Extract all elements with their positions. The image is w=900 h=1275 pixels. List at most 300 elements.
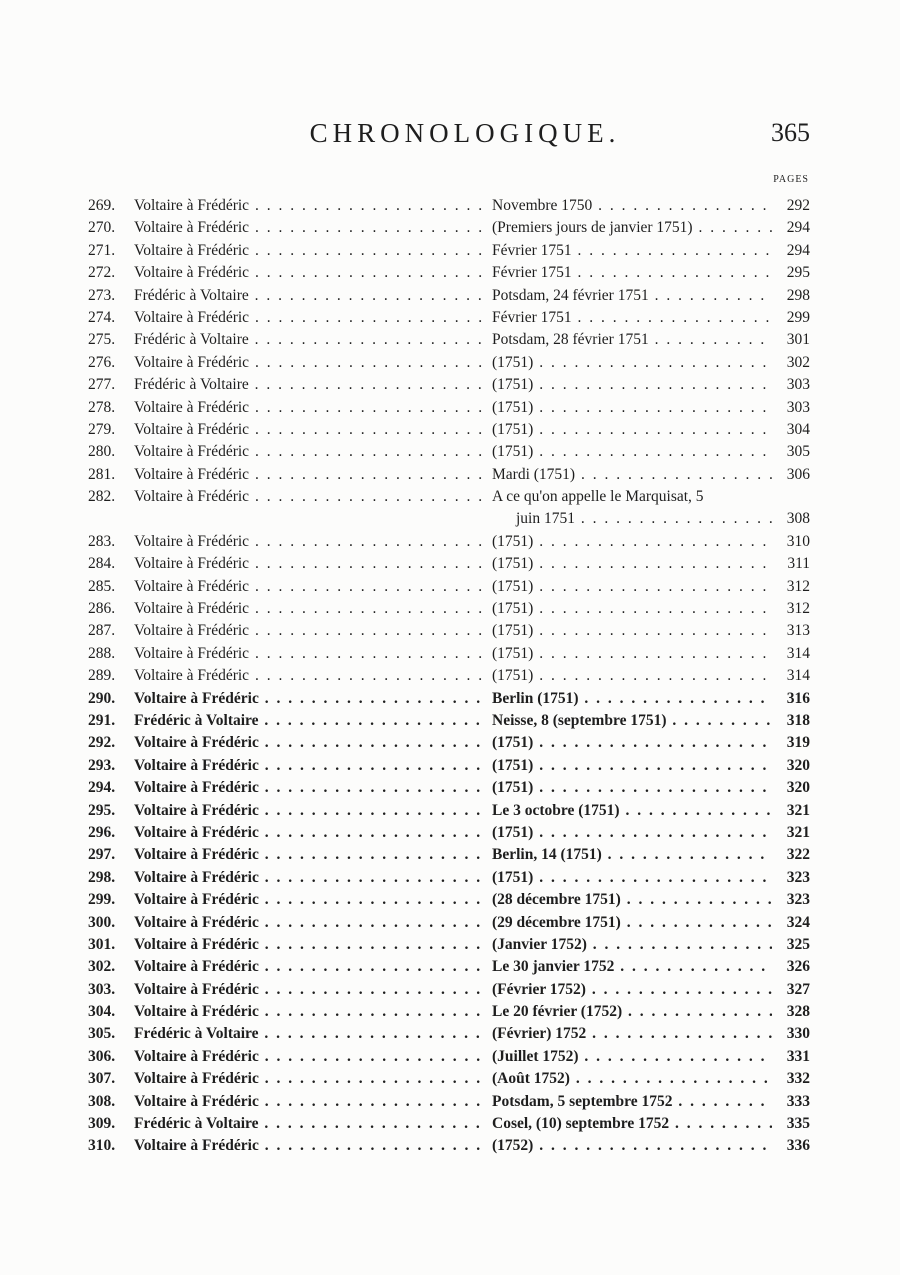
dot-leader [249,331,488,348]
entry-number: 307. [88,1070,116,1088]
dot-leader [259,981,488,998]
toc-entry [88,397,810,419]
letter-date-text: Mardi (1751) [492,465,576,483]
dot-leader [259,846,488,863]
letter-date-text: (Janvier 1752) [492,935,587,953]
correspondents-text: Voltaire à Frédéric [134,913,259,931]
correspondents-text: Voltaire à Frédéric [134,756,259,774]
page-reference: 314 [786,667,810,685]
correspondents-text: Frédéric à Voltaire [134,1025,259,1043]
letter-date [492,844,772,866]
toc-entry [88,217,810,239]
dot-leader [249,376,488,393]
page-reference: 303 [786,376,810,394]
toc-entry [88,1135,810,1157]
dot-leader [249,219,488,236]
correspondents [134,844,488,866]
toc-entry [88,576,810,598]
correspondents [134,397,488,419]
dot-leader [673,1093,772,1110]
entry-number: 288. [88,644,116,662]
toc-entry [88,352,810,374]
page-reference: 303 [786,398,810,416]
correspondents-text: Voltaire à Frédéric [134,555,250,573]
letter-date [492,285,772,307]
toc-entry [88,643,810,665]
dot-leader [575,466,772,483]
correspondents-text: Frédéric à Voltaire [134,376,249,394]
page-reference: 321 [786,823,810,841]
dot-leader [592,197,772,214]
letter-date [492,374,772,396]
letter-date [492,889,772,911]
letter-date [492,688,772,710]
toc-entry [88,800,810,822]
dot-leader [249,399,488,416]
toc-entry [88,285,810,307]
entry-number: 303. [88,980,116,998]
letter-date-text: Le 30 janvier 1752 [492,958,615,976]
dot-leader [249,443,488,460]
correspondents [134,531,488,553]
page-reference: 319 [786,734,810,752]
correspondents [134,1046,488,1068]
dot-leader [533,869,772,886]
entry-number: 309. [88,1115,116,1133]
letter-date [492,262,772,284]
dot-leader [259,824,488,841]
letter-date-text: (1751) [492,756,534,774]
dot-leader [259,779,488,796]
entry-number: 306. [88,1047,116,1065]
dot-leader [249,287,488,304]
correspondents-text: Voltaire à Frédéric [134,443,250,461]
entry-number: 295. [88,801,116,819]
dot-leader [259,757,488,774]
dot-leader [649,331,772,348]
letter-date-text: (1751) [492,420,534,438]
letter-date [492,464,772,486]
toc-entry [88,598,810,620]
dot-leader [259,690,488,707]
entry-number: 287. [88,622,116,640]
page-reference: 302 [786,353,810,371]
entry-number: 269. [88,197,116,214]
correspondents-text: Voltaire à Frédéric [134,935,259,953]
letter-date-text: (1752) [492,1137,534,1155]
dot-leader [249,600,488,617]
dot-leader [579,1048,772,1065]
dot-leader [622,1003,772,1020]
letter-date-text: Berlin (1751) [492,689,579,707]
dot-leader [259,1137,488,1154]
letter-date-text: (1751) [492,622,534,640]
letter-date [492,620,772,642]
letter-date-text: (1751) [492,600,534,618]
letter-date-text: (Juillet 1752) [492,1047,579,1065]
correspondents-text: Voltaire à Frédéric [134,734,259,752]
dot-leader [575,510,772,527]
correspondents [134,1113,488,1135]
correspondents-text: Voltaire à Frédéric [134,980,259,998]
correspondents-text: Voltaire à Frédéric [134,420,250,438]
correspondents-text: Voltaire à Frédéric [134,689,259,707]
running-title: CHRONOLOGIQUE. [309,118,621,148]
correspondents-text: Voltaire à Frédéric [134,846,259,864]
dot-leader [621,891,772,908]
entry-number: 284. [88,555,116,573]
correspondents-text: Voltaire à Frédéric [134,398,250,416]
toc-entry [88,822,810,844]
dot-leader [533,354,772,371]
letter-date [492,1023,772,1045]
entry-number: 270. [88,219,116,237]
letter-date [492,643,772,665]
page-reference: 333 [786,1092,810,1110]
entry-number: 305. [88,1025,116,1043]
page-reference: 318 [786,712,810,729]
toc-entry [88,441,810,463]
page-reference: 327 [786,980,810,998]
dot-leader [259,734,488,751]
dot-leader [259,712,488,729]
correspondents [134,912,488,934]
correspondents [134,777,488,799]
toc-entry [88,329,810,351]
correspondents-text: Voltaire à Frédéric [134,622,250,640]
letter-date [492,1091,772,1113]
toc-entry [88,240,810,262]
letter-date-text: (Août 1752) [492,1070,570,1088]
toc-entry [88,710,810,732]
letter-date-text: (1751) [492,644,534,662]
correspondents [134,598,488,620]
toc-entry [88,1046,810,1068]
toc-entry [88,889,810,911]
entry-number: 279. [88,420,116,438]
entry-number: 299. [88,891,116,909]
letter-date-text: (Premiers jours de janvier 1751) [492,219,693,237]
page-reference: 331 [786,1047,810,1065]
dot-leader [586,981,772,998]
correspondents-text: Voltaire à Frédéric [134,308,250,326]
correspondents [134,352,488,374]
correspondents-text: Voltaire à Frédéric [134,465,250,483]
page-reference: 294 [786,219,810,237]
page-reference: 332 [786,1070,810,1088]
correspondents [134,620,488,642]
toc-entry [88,262,810,284]
correspondents [134,1023,488,1045]
dot-leader [249,578,488,595]
letter-date [492,352,772,374]
correspondents [134,441,488,463]
letter-date [492,934,772,956]
dot-leader [533,443,772,460]
dot-leader [572,309,772,326]
dot-leader [259,1093,488,1110]
entry-number: 281. [88,465,116,483]
correspondents [134,329,488,351]
correspondents [134,710,488,732]
correspondents-text: Voltaire à Frédéric [134,197,250,214]
toc-entry [88,844,810,866]
letter-date-text: Novembre 1750 [492,197,593,214]
dot-leader [249,354,488,371]
letter-date [492,441,772,463]
correspondents [134,419,488,441]
entry-number: 301. [88,935,116,953]
correspondents [134,889,488,911]
page-reference: 320 [786,779,810,797]
dot-leader [572,242,772,259]
dot-leader [572,264,772,281]
page-reference: 320 [786,756,810,774]
letter-date [492,710,772,732]
page-reference: 316 [786,689,810,707]
correspondents-text: Frédéric à Voltaire [134,286,249,304]
dot-leader [669,1115,772,1132]
page-reference: 324 [786,913,810,931]
letter-date-text: (Février) 1752 [492,1025,587,1043]
page-reference: 336 [786,1137,810,1155]
toc-entry [88,956,810,978]
page-reference: 335 [786,1115,810,1133]
correspondents [134,285,488,307]
page-reference: 295 [786,264,810,282]
dot-leader [259,1070,488,1087]
dot-leader [259,936,488,953]
correspondents [134,1091,488,1113]
page-reference: 312 [786,577,810,595]
letter-date [492,1068,772,1090]
correspondents-text: Voltaire à Frédéric [134,868,259,886]
pages-column-label: PAGES [773,174,809,185]
letter-date-text: (1751) [492,376,534,394]
entry-number: 291. [88,712,116,729]
correspondents [134,867,488,889]
letter-date-text: (1751) [492,577,534,595]
toc-entry [88,1023,810,1045]
toc-entry [88,665,810,687]
letter-date-text: (28 décembre 1751) [492,891,621,909]
correspondents-text: Voltaire à Frédéric [134,801,259,819]
dot-leader [249,622,488,639]
toc-entry [88,867,810,889]
letter-date [492,755,772,777]
correspondents [134,195,488,217]
entry-number: 296. [88,823,116,841]
dot-leader [249,488,488,505]
letter-date-text: (Février 1752) [492,980,586,998]
correspondents-text: Voltaire à Frédéric [134,779,259,797]
entry-number: 302. [88,958,116,976]
toc-entry [88,419,810,441]
dot-leader [259,914,488,931]
dot-leader [249,242,488,259]
entry-number: 282. [88,488,116,506]
correspondents-text: Voltaire à Frédéric [134,241,250,259]
dot-leader [259,1115,488,1132]
correspondents [134,934,488,956]
correspondents-text: Voltaire à Frédéric [134,823,259,841]
toc-entry [88,1001,810,1023]
toc-entry [88,979,810,1001]
correspondents [134,553,488,575]
correspondents-text: Voltaire à Frédéric [134,644,250,662]
toc-entry [88,732,810,754]
page-number: 365 [771,118,810,147]
toc-entry [88,374,810,396]
correspondents [134,956,488,978]
dot-leader [533,533,772,550]
page-reference: 301 [786,331,810,349]
letter-date [492,800,772,822]
letter-date [492,598,772,620]
correspondents [134,240,488,262]
entry-number: 297. [88,846,116,864]
dot-leader [579,690,772,707]
entry-number: 300. [88,913,116,931]
letter-date [492,419,772,441]
toc-entry [88,688,810,710]
dot-leader [586,1025,772,1042]
entry-number: 274. [88,308,116,326]
correspondents [134,665,488,687]
dot-leader [649,287,772,304]
correspondents [134,732,488,754]
correspondents [134,262,488,284]
letter-date-text: (1751) [492,667,534,685]
correspondents-text: Voltaire à Frédéric [134,1003,259,1021]
entry-number: 293. [88,756,116,774]
letter-date [492,777,772,799]
entry-number: 304. [88,1003,116,1021]
letter-date [492,979,772,1001]
dot-leader [259,958,488,975]
letter-date-text: Février 1751 [492,308,572,326]
dot-leader [533,779,772,796]
dot-leader [533,622,772,639]
entry-number: 294. [88,779,116,797]
letter-date-text: Février 1751 [492,264,572,282]
toc-entry [88,553,810,575]
entry-number: 276. [88,353,116,371]
letter-date [492,195,772,217]
letter-date [492,867,772,889]
correspondents-text: Voltaire à Frédéric [134,891,259,909]
letter-date-text: (29 décembre 1751) [492,913,621,931]
dot-leader [614,958,772,975]
letter-date [492,217,772,239]
letter-date-text: Neisse, 8 (septembre 1751) [492,712,667,729]
dot-leader [249,533,488,550]
toc-entry [88,531,810,553]
toc-entry [88,1091,810,1113]
page-reference: 330 [786,1025,810,1043]
letter-date-text: Le 3 octobre (1751) [492,801,620,819]
page-reference: 298 [786,286,810,304]
dot-leader [259,1003,488,1020]
letter-date-text: Cosel, (10) septembre 1752 [492,1115,670,1133]
page-reference: 322 [786,846,810,864]
toc-entry [88,777,810,799]
dot-leader [533,376,772,393]
letter-date-text: (1751) [492,443,534,461]
correspondents [134,374,488,396]
toc-entry [88,755,810,777]
correspondents-text: Voltaire à Frédéric [134,219,250,237]
letter-date-text: (1751) [492,823,534,841]
dot-leader [533,667,772,684]
dot-leader [259,1048,488,1065]
entry-number: 286. [88,600,116,618]
dot-leader [249,197,488,214]
entry-number: 280. [88,443,116,461]
page-reference: 304 [786,420,810,438]
letter-date [492,665,772,687]
dot-leader [533,734,772,751]
correspondents [134,1135,488,1157]
letter-date-text: (1751) [492,868,534,886]
page-reference: 305 [786,443,810,461]
entry-number: 285. [88,577,116,595]
dot-leader [249,645,488,662]
correspondents [134,1001,488,1023]
letter-date-text: A ce qu'on appelle le Marquisat, 5 [492,488,704,506]
entry-number: 308. [88,1092,116,1110]
letter-date [492,329,772,351]
entry-number: 289. [88,667,116,685]
dot-leader [249,264,488,281]
letter-date [492,486,774,508]
correspondents [134,800,488,822]
page-reference: 314 [786,644,810,662]
entry-number: 283. [88,532,116,550]
letter-date-text: (1751) [492,734,534,752]
dot-leader [249,421,488,438]
page-reference: 328 [786,1003,810,1021]
page-reference: 310 [786,532,810,550]
page-reference: 323 [786,868,810,886]
page-reference: 313 [786,622,810,640]
letter-date [492,1113,772,1135]
page-reference: 299 [786,308,810,326]
letter-date-continuation [492,508,772,530]
letter-date-text: Potsdam, 5 septembre 1752 [492,1092,673,1110]
correspondents-text: Voltaire à Frédéric [134,264,250,282]
letter-date [492,397,772,419]
toc-entry [88,486,810,531]
letter-date-text: (1751) [492,398,534,416]
toc-entry [88,912,810,934]
page-reference: 294 [786,241,810,259]
correspondents [134,979,488,1001]
dot-leader [693,219,772,236]
letter-date [492,732,772,754]
entry-number: 271. [88,241,116,259]
page-header [90,118,810,158]
letter-date [492,240,772,262]
dot-leader [533,824,772,841]
dot-leader [621,914,772,931]
correspondents-text: Voltaire à Frédéric [134,488,250,506]
dot-leader [533,757,772,774]
letter-date-text: Berlin, 14 (1751) [492,846,602,864]
letter-date [492,553,772,575]
letter-date-text: (1751) [492,779,534,797]
letter-date [492,576,772,598]
